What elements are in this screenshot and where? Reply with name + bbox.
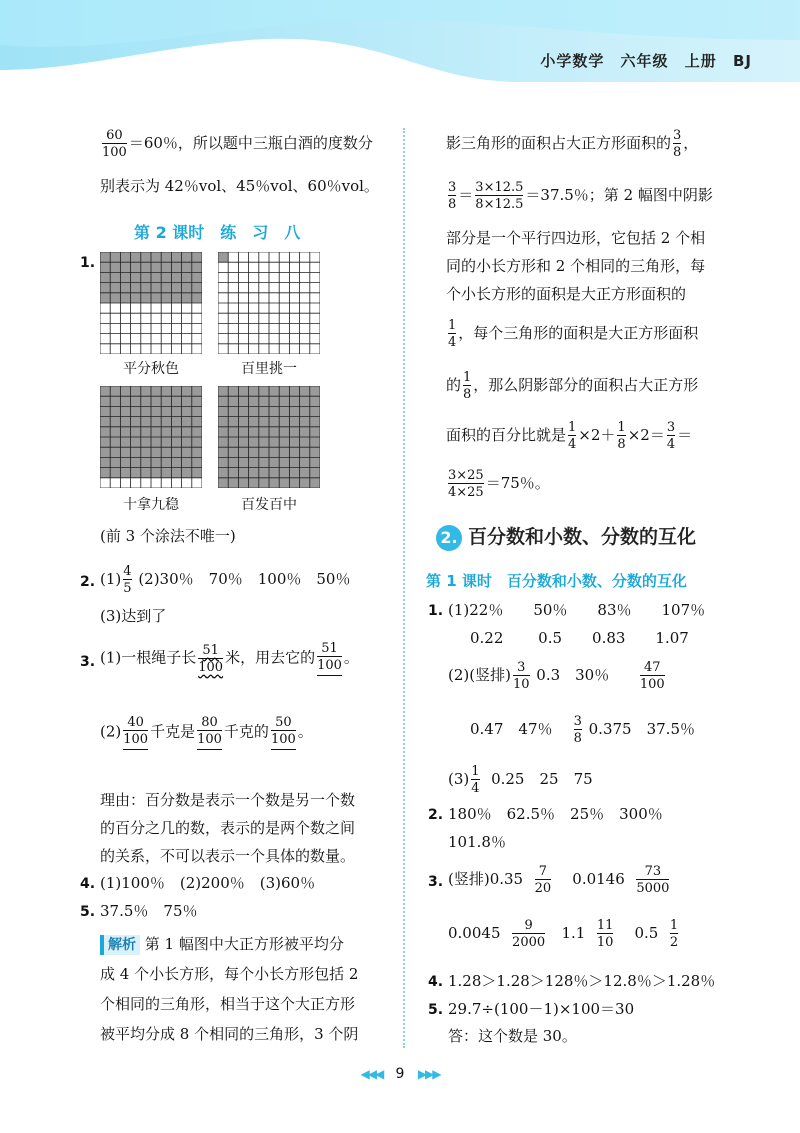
question-number: 3. — [80, 654, 96, 670]
right-line-4: 同的小长方形和 2 个相同的三角形，每 — [446, 257, 706, 275]
fraction: $\frac{40}{100}$ — [123, 715, 148, 750]
fraction: $\frac{1}{8}$ — [617, 420, 626, 452]
question-number: 2. — [428, 807, 444, 823]
chapter-number-badge: 2. — [436, 525, 462, 551]
q2-row-1: 180％ 62.5％ 25％ 300％ — [448, 805, 663, 823]
q1-row-3: (2)(竖排) $\frac{3}{10}$ 0.3 30％ $\frac{47}{100}$ — [448, 660, 665, 692]
fraction: $\frac{4}{5}$ — [123, 564, 132, 596]
grid-bailitiaoyi — [218, 252, 320, 354]
question-number: 1. — [80, 255, 96, 271]
reason-line: 理由：百分数是表示一个数是另一个数 — [100, 791, 356, 809]
question-number: 3. — [428, 874, 444, 890]
fraction: $\frac{73}{5000}$ — [636, 864, 670, 896]
q1-row-2: 0.22 0.5 0.83 1.07 — [470, 629, 689, 647]
q4-answer: 1.28＞1.28＞128％＞12.8％＞1.28％ — [448, 972, 716, 990]
reason-line: 的关系，不可以表示一个具体的数量。 — [100, 847, 356, 865]
q2-row-2: 101.8％ — [448, 833, 506, 851]
fraction: $\frac{3}{8}$ — [448, 180, 457, 212]
analysis-line: 个相同的三角形，相当于这个大正方形 — [100, 995, 356, 1013]
q5-answer: 37.5％ 75％ — [100, 902, 198, 920]
right-line-1: 影三角形的面积占大正方形面积的 $\frac{3}{8}$ ， — [446, 128, 699, 160]
q1-row-1: (1)22％ 50％ 83％ 107％ — [448, 601, 706, 619]
fraction: $\frac{51}{100}$ — [198, 642, 224, 675]
q3-line-1: (1)一根绳子长 $\frac{51}{100}$ 米，用去它的 $\frac{51}{100}$ 。 — [100, 641, 359, 675]
question-number: 1. — [428, 603, 444, 619]
q1-row-4: 0.47 47％ $\frac{3}{8}$ 0.375 37.5％ — [470, 714, 695, 746]
right-line-2: $\frac{3}{8}$ ＝ $\frac{3\times 12.5}{8\times 12.5}$ ＝37.5％；第 2 幅图中阴影 — [448, 180, 713, 212]
grid-caption: 平分秋色 — [123, 361, 179, 377]
fraction: $\frac{80}{100}$ — [197, 715, 222, 750]
q2-line-1: (1) $\frac{4}{5}$ (2)30％ 70％ 100％ 50％ — [100, 564, 351, 596]
fraction: $\frac{3\times 25}{4\times 25}$ — [448, 468, 484, 500]
q3-line-2: (2) $\frac{40}{100}$ 千克是 $\frac{80}{100}$ 千克的 $\frac{50}{100}$ 。 — [100, 715, 313, 750]
fraction: $\frac{3}{10}$ — [512, 660, 530, 692]
lesson-title: 第 1 课时 百分数和小数、分数的互化 — [426, 572, 687, 590]
right-line-9: $\frac{3\times 25}{4\times 25}$ ＝75％。 — [448, 468, 550, 500]
intro-line-1: $\frac{60}{100}$ ＝60％，所以题中三瓶白酒的度数分 — [102, 128, 373, 160]
left-arrows-icon: ◀◀◀ — [360, 1067, 383, 1081]
fraction: $\frac{3}{8}$ — [573, 714, 582, 746]
fraction: $\frac{9}{2000}$ — [512, 918, 546, 950]
q1-note: (前 3 个涂法不唯一) — [100, 527, 236, 545]
header-title: 小学数学 六年级 上册 BJ — [540, 52, 752, 70]
section-title: 第 2 课时 练 习 八 — [134, 223, 301, 242]
q4-answer: (1)100％ (2)200％ (3)60％ — [100, 874, 316, 892]
q3-row-1: (竖排)0.35 $\frac{7}{20}$ 0.0146 $\frac{73}{5000}$ — [448, 864, 670, 896]
fraction: $\frac{51}{100}$ — [317, 641, 342, 676]
right-line-8: 面积的百分比就是 $\frac{1}{4}$ ×2＋ $\frac{1}{8}$ ×2＝ $\frac{3}{4}$ ＝ — [446, 420, 693, 452]
grid-caption: 百里挑一 — [241, 361, 297, 377]
fraction: $\frac{1}{4}$ — [448, 318, 457, 350]
q1-row-5: (3) $\frac{1}{4}$ 0.25 25 75 — [448, 764, 593, 796]
question-number: 5. — [80, 904, 96, 920]
page-number: 9 — [395, 1066, 405, 1082]
grid-pingfenqiuse — [100, 252, 202, 354]
question-number: 2. — [80, 574, 96, 590]
fraction: $\frac{50}{100}$ — [271, 715, 296, 750]
q3-row-2: 0.0045 $\frac{9}{2000}$ 1.1 $\frac{11}{10}$ 0.5 $\frac{1}{2}$ — [448, 918, 679, 950]
grid-baifabaizhong — [218, 386, 320, 488]
fraction: $\frac{60}{100}$ — [102, 128, 127, 160]
fraction: $\frac{3\times 12.5}{8\times 12.5}$ — [475, 180, 524, 212]
question-number: 5. — [428, 1002, 444, 1018]
intro-line-2: 别表示为 42％vol、45％vol、60％vol。 — [100, 177, 379, 195]
right-line-5: 个小长方形的面积是大正方形面积的 — [446, 285, 687, 303]
fraction: $\frac{1}{2}$ — [669, 918, 679, 950]
fraction: $\frac{1}{8}$ — [463, 370, 472, 402]
right-line-3: 部分是一个平行四边形，它包括 2 个相 — [446, 229, 706, 247]
chapter-heading — [436, 522, 696, 551]
reason-line: 的百分之几的数，表示的是两个数之间 — [100, 819, 356, 837]
fraction: $\frac{1}{4}$ — [471, 764, 480, 796]
analysis-line: 成 4 个小长方形，每个小长方形包括 2 — [100, 965, 359, 983]
analysis-tag: 解析 — [100, 935, 140, 955]
fraction: $\frac{7}{20}$ — [534, 864, 552, 896]
page-footer — [0, 1066, 800, 1082]
chapter-title: 百分数和小数、分数的互化 — [468, 526, 697, 548]
analysis-line-1: 解析 第 1 幅图中大正方形被平均分 — [100, 934, 344, 955]
q2-line-2: (3)达到了 — [100, 607, 167, 625]
question-number: 4. — [428, 974, 444, 990]
right-line-6: $\frac{1}{4}$ ，每个三角形的面积是大正方形面积 — [448, 318, 699, 350]
grid-caption: 十拿九稳 — [123, 497, 179, 513]
q5-answer: 29.7÷(100－1)×100＝30 — [448, 1000, 635, 1018]
fraction: $\frac{47}{100}$ — [639, 660, 665, 692]
fraction: $\frac{3}{4}$ — [666, 420, 676, 452]
grid-shinajiuwen — [100, 386, 202, 488]
fraction: $\frac{3}{8}$ — [673, 128, 682, 160]
analysis-line: 被平均分成 8 个相同的三角形，3 个阴 — [100, 1025, 359, 1043]
right-line-7: 的 $\frac{1}{8}$ ，那么阴影部分的面积占大正方形 — [446, 370, 699, 402]
q5-conclusion: 答：这个数是 30。 — [448, 1027, 577, 1045]
fraction: $\frac{1}{4}$ — [568, 420, 577, 452]
question-number: 4. — [80, 876, 96, 892]
grid-caption: 百发百中 — [241, 497, 297, 513]
right-arrows-icon: ▶▶▶ — [417, 1067, 440, 1081]
column-divider — [403, 128, 405, 1048]
fraction: $\frac{11}{10}$ — [596, 918, 614, 950]
